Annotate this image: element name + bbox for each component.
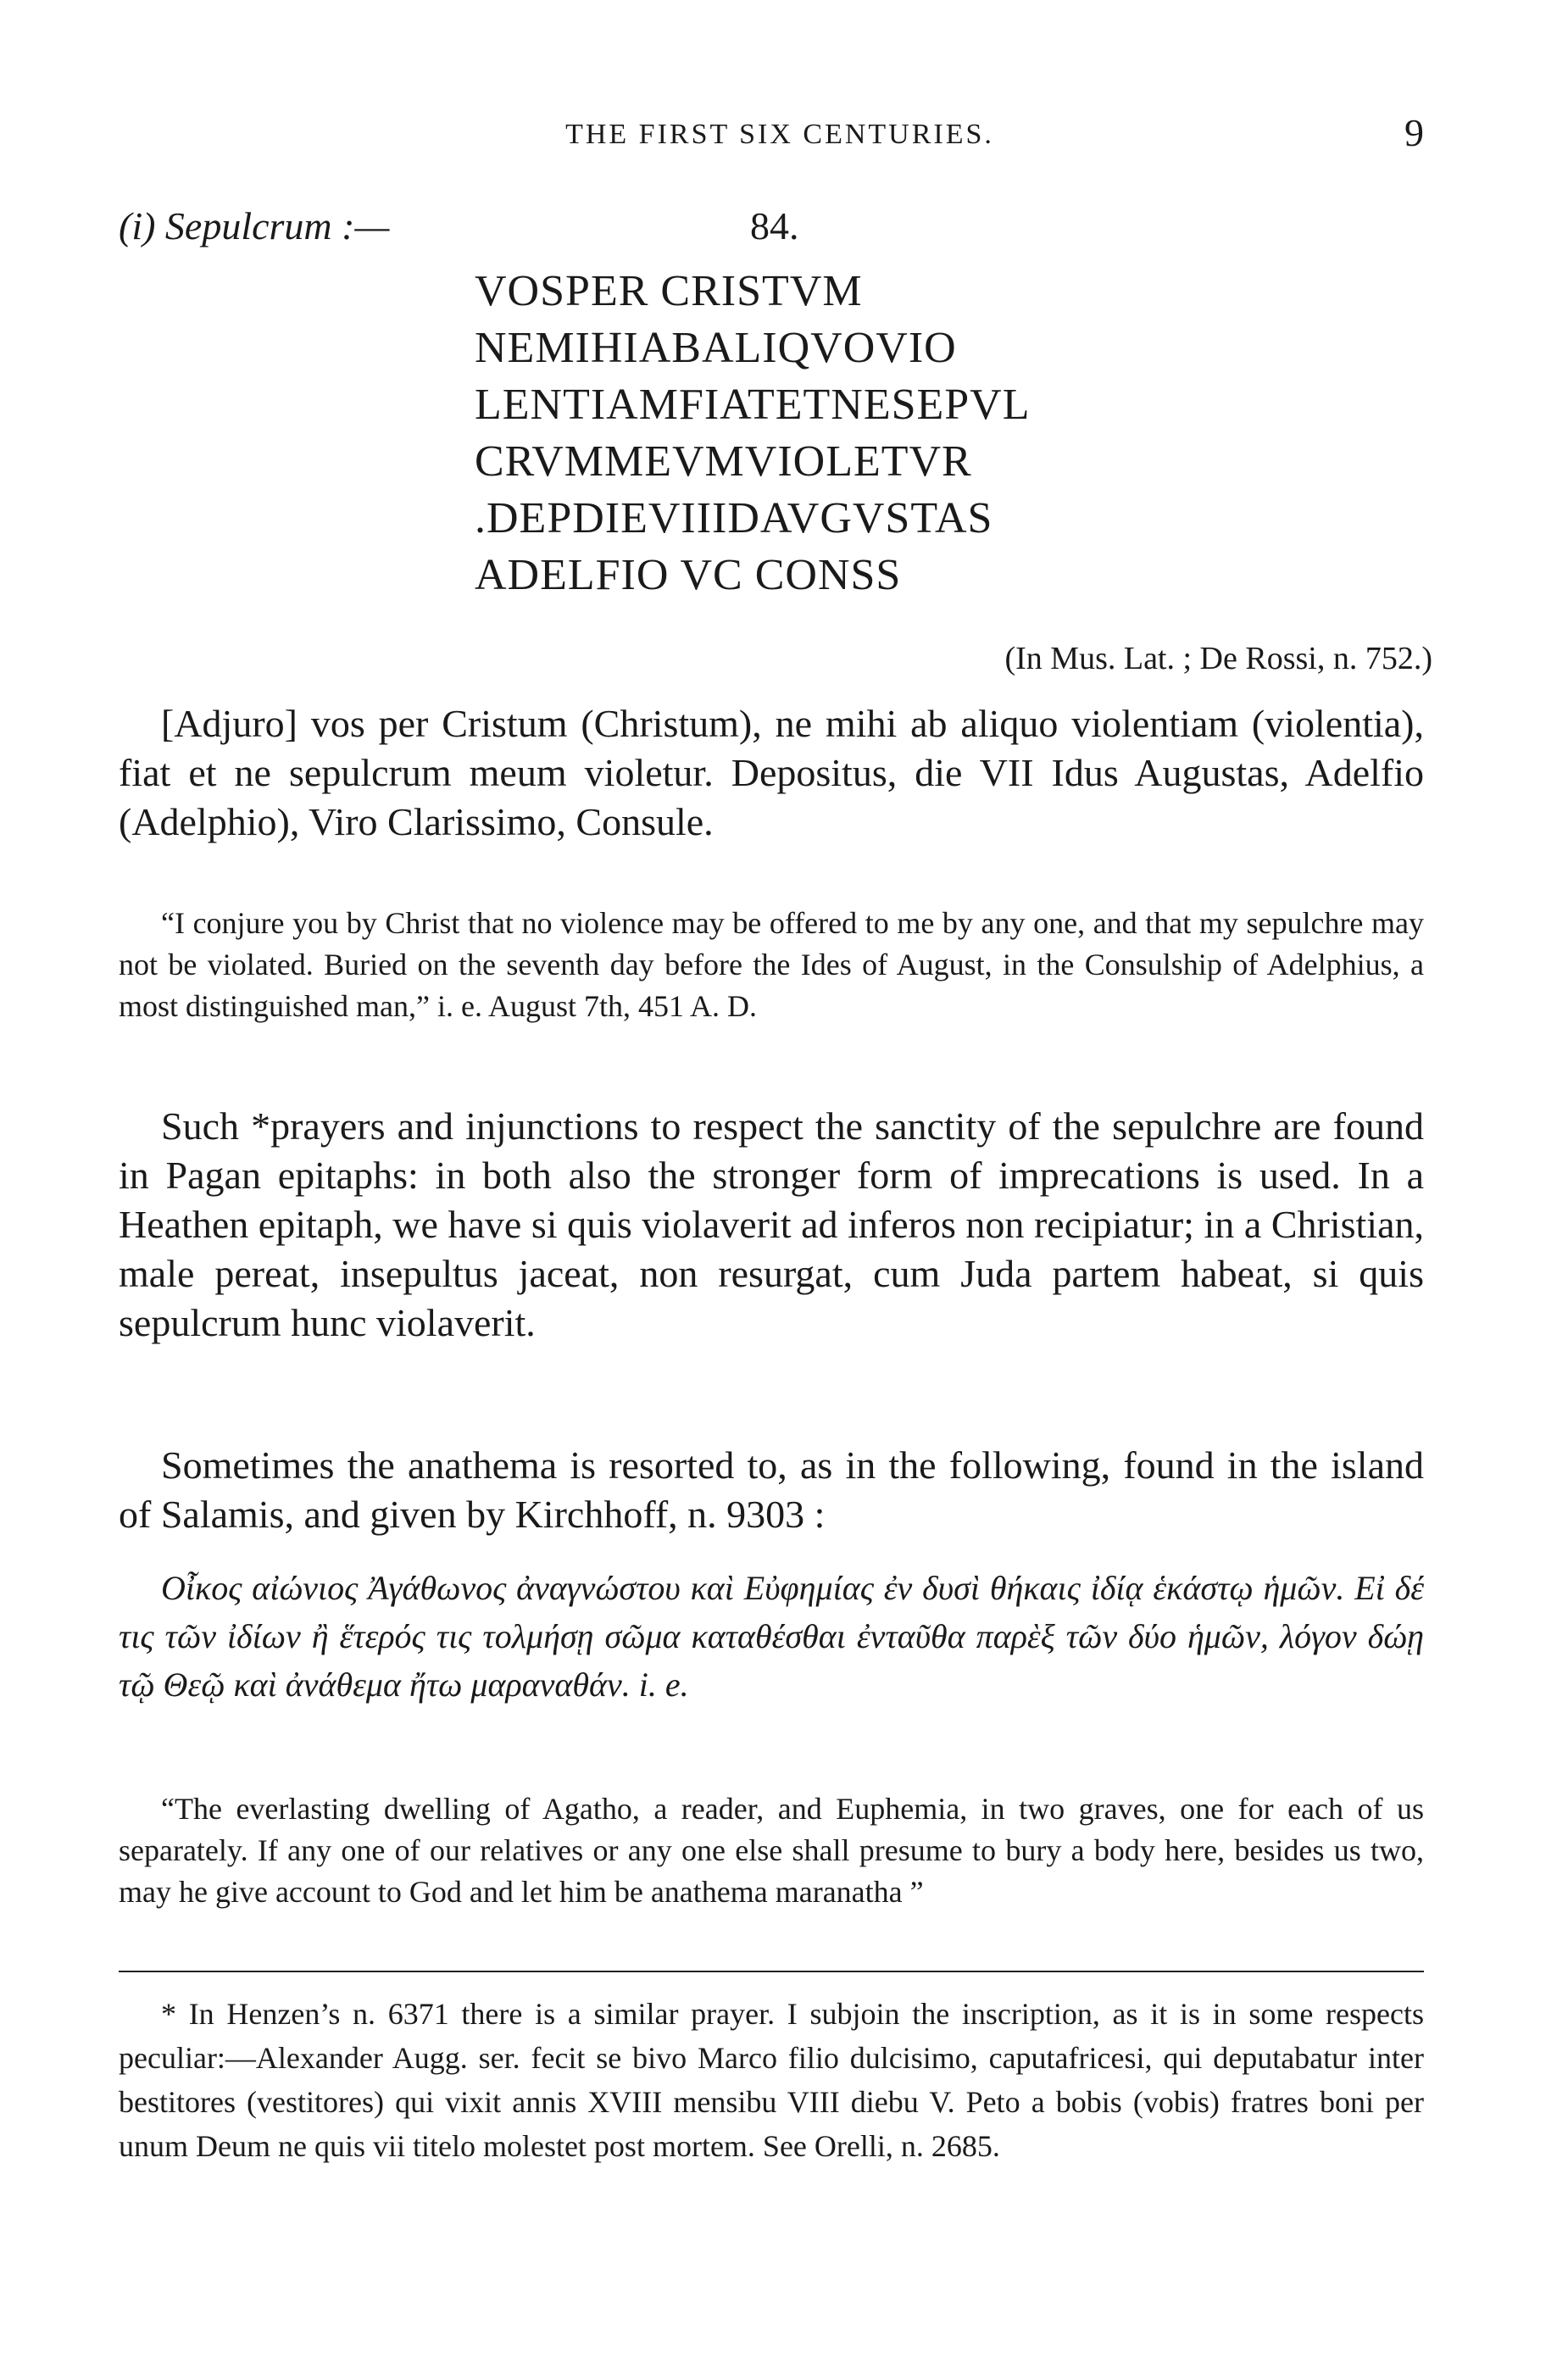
footnote-divider xyxy=(119,1971,1424,1972)
english-translation: “I conjure you by Christ that no violence may be offered to me by any one, and that my sepulchre may not be violated. Buried on the seventh day before the Ides of August, in the Consulship of Adelphius, a most distinguished man,” i. e. August 7th, 451 A. D. xyxy=(119,906,1424,1023)
section-label-line xyxy=(119,199,1441,259)
running-head: THE FIRST SIX CENTURIES. xyxy=(565,119,994,150)
inscription-line: CRVMMEVMVIOLETVR xyxy=(475,437,972,486)
source-reference: (In Mus. Lat. ; De Rossi, n. 752.) xyxy=(1004,641,1432,676)
page-number: 9 xyxy=(1404,111,1424,154)
inscription-line: LENTIAMFIATETNESEPVL xyxy=(475,381,1031,429)
inscription-line: ADELFIO VC CONSS xyxy=(475,551,902,599)
inscription-line: VOSPER CRISTVM xyxy=(475,267,863,315)
inscription-line: NEMIHIABALIQVOVIO xyxy=(475,324,957,372)
inscription-number: 84. xyxy=(750,204,799,247)
inscription-block xyxy=(475,263,1237,603)
page-header xyxy=(119,110,1441,161)
footnote: * In Henzen’s n. 6371 there is a similar prayer. I subjoin the inscription, as it is in some respects peculiar:—Alexander Augg. ser. fecit se bivo Marco filio dulcisimo, caputafricesi, qui deputabatur inter bestitores (vestitores) qui vixit annis XVIII mensibu VIII diebu V. Peto a bobis (vobis) fratres boni per unum Deum ne quis vii titelo molestet post mortem. See Orelli, n. 2685. xyxy=(119,1997,1424,2163)
section-label: (i) Sepulcrum :— xyxy=(119,204,390,247)
greek-inscription: Οἶκος αἰώνιος Ἀγάθωνος ἀναγνώστου καὶ Εὐφημίας ἐν δυσὶ θήκαις ἰδίᾳ ἑκάστῳ ἡμῶν. Εἰ δέ τις τῶν ἰδίων ἢ ἕτερός τις τολμήσῃ σῶμα καταθέσθαι ἐνταῦθα παρὲξ τῶν δύο ἡμῶν, λόγον δώῃ τῷ Θεῷ καὶ ἀνάθεμα ἤτω μαραναθάν. i. e. xyxy=(119,1569,1424,1704)
inscription-line: .DEPDIEVIIIDAVGVSTAS xyxy=(475,494,993,542)
greek-translation: “The everlasting dwelling of Agatho, a reader, and Euphemia, in two graves, one for each of us separately. If any one of our relatives or any one else shall presume to bury a body here, besides us two, may he give account to God and let him be anathema maranatha ” xyxy=(119,1792,1424,1909)
body-paragraph: Such *prayers and injunctions to respect the sanctity of the sepulchre are found in Pagan epitaphs: in both also the stronger form of imprecations is used. In a Heathen epitaph, we have si quis violaverit ad inferos non recipiatur; in a Christian, male pereat, insepultus jaceat, non resurgat, cum Juda partem habeat, si quis sepulcrum hunc violaverit. xyxy=(119,1104,1424,1344)
body-paragraph: Sometimes the anathema is resorted to, as in the following, found in the island of Salamis, and given by Kirchhoff, n. 9303 : xyxy=(119,1443,1424,1536)
latin-reading: [Adjuro] vos per Cristum (Christum), ne mihi ab aliquo violentiam (violentia), fiat et ne sepulcrum meum violetur. Depositus, die VII Idus Augustas, Adelfio (Adelphio), Viro Clarissimo, Consule. xyxy=(119,702,1424,843)
